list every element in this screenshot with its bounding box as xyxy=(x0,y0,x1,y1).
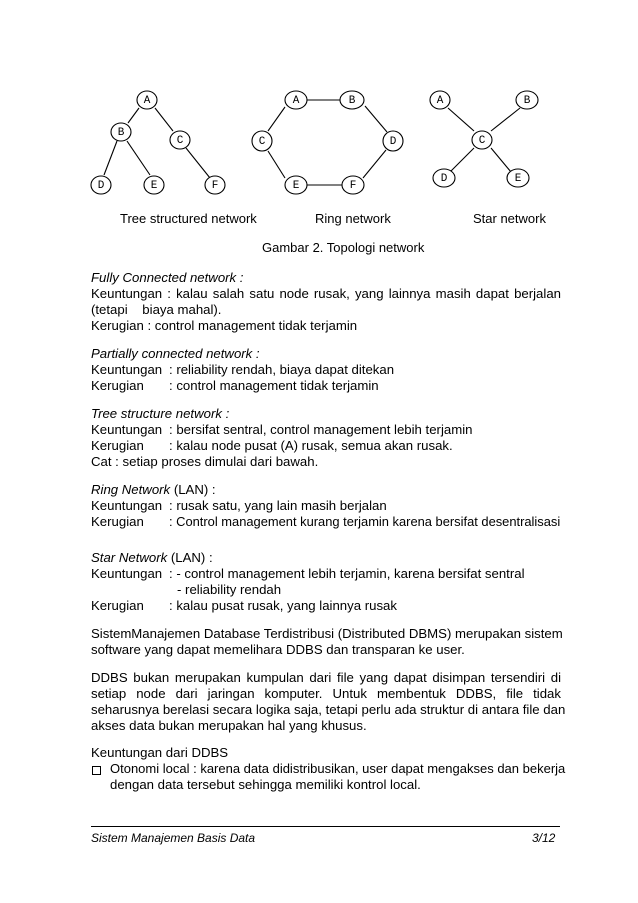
tree-disadvantage-value: : kalau node pusat (A) rusak, semua akan rusak. xyxy=(169,438,453,453)
star-edge-e-c xyxy=(491,148,511,172)
tree-edge-b-d xyxy=(104,141,117,175)
fully-connected-advantage-cont: (tetapi biaya mahal). xyxy=(91,302,222,317)
partially-advantage-label: Keuntungan xyxy=(91,362,163,377)
star-node-a-label: A xyxy=(436,95,444,107)
ring-node-e-label: E xyxy=(292,180,300,192)
star-node-e-label: E xyxy=(514,173,522,185)
fully-connected-title: Fully Connected network : xyxy=(91,270,244,285)
footer-page-number: 3/12 xyxy=(532,831,556,845)
ddbs-paragraph-line-1: DDBS bukan merupakan kumpulan dari file yang dapat disimpan tersendiri di xyxy=(91,670,561,685)
star-disadvantage-label: Kerugian xyxy=(91,598,144,613)
ring-title-italic: Ring Network xyxy=(91,482,171,497)
partially-disadvantage-value: : control management tidak terjamin xyxy=(169,378,379,393)
partially-connected-title: Partially connected network : xyxy=(91,346,260,361)
bullet-autonomy-line-1: Otonomi local : karena data didistribusikan, user dapat mengakses dan bekerja xyxy=(110,761,566,776)
ring-node-f-label: F xyxy=(349,180,357,192)
tree-structure-title: Tree structure network : xyxy=(91,406,230,421)
star-advantage-value-2: - reliability rendah xyxy=(177,582,282,597)
tree-node-a-label: A xyxy=(143,95,151,107)
tree-note: Cat : setiap proses dimulai dari bawah. xyxy=(91,454,319,469)
tree-advantage-label: Keuntungan xyxy=(91,422,163,437)
footer-divider xyxy=(91,826,560,827)
partially-advantage-value: : reliability rendah, biaya dapat ditekan xyxy=(169,362,395,377)
star-disadvantage-value: : kalau pusat rusak, yang lainnya rusak xyxy=(169,598,397,613)
ddbs-paragraph-line-3: seharusnya berelasi secara logika saja, tetapi perlu ada struktur di antara file dan xyxy=(91,702,566,717)
figure-caption: Gambar 2. Topologi network xyxy=(262,240,425,255)
tree-node-d-label: D xyxy=(97,180,105,192)
ring-network-title xyxy=(91,482,216,498)
ddbms-paragraph-line-1: SistemManajemen Database Terdistribusi (Distributed DBMS) merupakan sistem xyxy=(91,626,563,641)
ring-advantage-value: : rusak satu, yang lain masih berjalan xyxy=(169,498,387,513)
topology-figure xyxy=(0,0,638,205)
ring-title-rest: (LAN) : xyxy=(170,482,216,497)
ring-node-d-label: D xyxy=(389,136,397,148)
fully-connected-disadvantage: Kerugian : control management tidak terjamin xyxy=(91,318,358,333)
ring-node-a-label: A xyxy=(292,95,300,107)
fully-connected-advantage: Keuntungan : kalau salah satu node rusak, yang lainnya masih dapat berjalan xyxy=(91,286,561,301)
tree-edge-a-c xyxy=(155,108,173,131)
ring-disadvantage-label: Kerugian xyxy=(91,514,144,529)
tree-edge-b-e xyxy=(127,141,150,175)
partially-disadvantage-label: Kerugian xyxy=(91,378,144,393)
tree-edge-a-b xyxy=(128,108,139,123)
checkbox-bullet-icon xyxy=(92,766,101,775)
star-advantage-value-1: : - control management lebih terjamin, karena bersifat sentral xyxy=(169,566,525,581)
star-advantage-label: Keuntungan xyxy=(91,566,163,581)
star-edge-b-c xyxy=(491,108,520,131)
star-node-b-label: B xyxy=(523,95,531,107)
ddbs-advantages-title: Keuntungan dari DDBS xyxy=(91,745,229,760)
tree-network-label: Tree structured network xyxy=(120,211,257,226)
ddbms-paragraph-line-2: software yang dapat memelihara DDBS dan transparan ke user. xyxy=(91,642,465,657)
tree-node-c-label: C xyxy=(176,135,184,147)
ring-network-label: Ring network xyxy=(315,211,391,226)
star-node-c-label: C xyxy=(478,135,486,147)
ring-node-c-label: C xyxy=(258,136,266,148)
ring-disadvantage-value: : Control management kurang terjamin karena bersifat desentralisasi xyxy=(169,514,561,529)
tree-node-b-label: B xyxy=(117,127,125,139)
ring-edge-e-c xyxy=(268,151,285,178)
ring-advantage-label: Keuntungan xyxy=(91,498,163,513)
star-title-rest: (LAN) : xyxy=(167,550,213,565)
tree-disadvantage-label: Kerugian xyxy=(91,438,144,453)
ddbs-paragraph-line-2: setiap node dari jaringan komputer. Untuk membentuk DDBS, file tidak xyxy=(91,686,561,701)
star-edge-a-c xyxy=(448,108,474,131)
star-title-italic: Star Network xyxy=(91,550,168,565)
star-network-title xyxy=(91,550,213,566)
tree-node-e-label: E xyxy=(150,180,158,192)
ring-node-b-label: B xyxy=(348,95,356,107)
tree-advantage-value: : bersifat sentral, control management lebih terjamin xyxy=(169,422,473,437)
bullet-autonomy-line-2: dengan data tersebut sehingga memiliki kontrol local. xyxy=(110,777,421,792)
footer-title: Sistem Manajemen Basis Data xyxy=(91,831,256,845)
ddbs-paragraph-line-4: akses data bukan merupakan hal yang khusus. xyxy=(91,718,367,733)
tree-edge-c-f xyxy=(186,148,210,178)
star-node-d-label: D xyxy=(440,173,448,185)
star-edge-d-c xyxy=(450,148,474,172)
star-network-label: Star network xyxy=(473,211,546,226)
tree-node-f-label: F xyxy=(211,180,219,192)
ring-edge-d-f xyxy=(363,150,386,178)
ring-edge-b-d xyxy=(365,106,387,132)
ring-edge-c-a xyxy=(268,107,285,131)
